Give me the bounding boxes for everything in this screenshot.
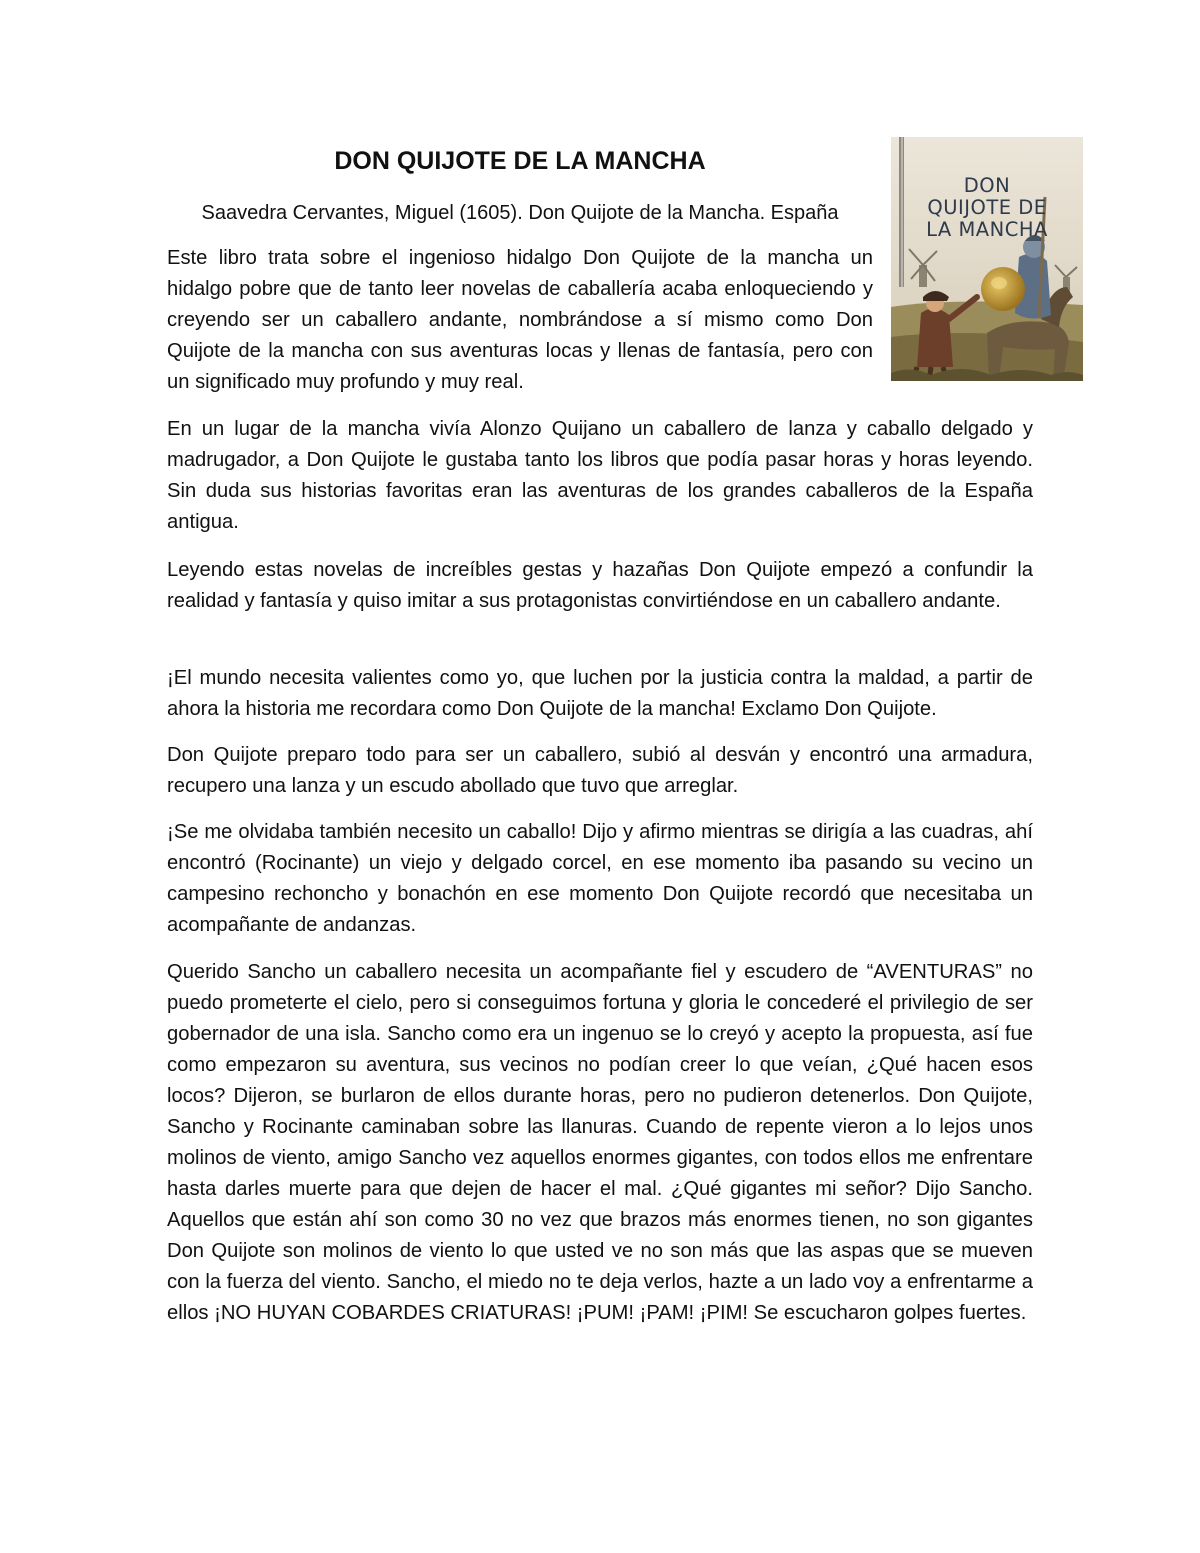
body-paragraph: Leyendo estas novelas de increíbles gestas y hazañas Don Quijote empezó a confundir la realidad y fantasía y quiso imitar a sus protagonistas convirtiéndose en un caballero andante. — [167, 559, 1033, 612]
body-paragraph: Don Quijote preparo todo para ser un caballero, subió al desván y encontró una armadura, recupero una lanza y un escudo abollado que tuvo que arreglar. — [167, 744, 1033, 797]
cover-title-line: DON — [963, 174, 1011, 197]
body-paragraph: Querido Sancho un caballero necesita un acompañante fiel y escudero de “AVENTURAS” no puedo prometerte el cielo, pero si conseguimos fortuna y gloria le concederé el privilegio de ser gobernador de una isla. Sancho como era un ingenuo se lo creyó y acepto la propuesta, así fue como empezaron su aventura, sus vecinos no podían creer lo que veían, ¿Qué hacen esos locos? Dijeron, se burlaron de ellos durante horas, pero no pudieron detenerlos. Don Quijote, Sancho y Rocinante caminaban sobre las llanuras. Cuando de repente vieron a lo lejos unos molinos de viento, amigo Sancho vez aquellos enormes gigantes, con todos ellos me enfrentare hasta darles muerte para que dejen de hacer el mal. ¿Qué gigantes mi señor? Dijo Sancho. Aquellos que están ahí son como 30 no vez que brazos más enormes tienen, no son gigantes Don Quijote son molinos de viento lo que usted ve no son más que las aspas que se mueven con la fuerza del viento. Sancho, el miedo no te deja verlos, hazte a un lado voy a enfrentarme a ellos ¡NO HUYAN COBARDES CRIATURAS! ¡PUM! ¡PAM! ¡PIM! Se escucharon golpes fuertes. — [167, 961, 1033, 1324]
cover-title-line: LA MANCHA — [926, 218, 1048, 241]
document-title: DON QUIJOTE DE LA MANCHA — [334, 147, 706, 175]
book-cover-image — [891, 137, 1083, 381]
body-paragraph: ¡El mundo necesita valientes como yo, que luchen por la justicia contra la maldad, a partir de ahora la historia me recordara como Don Quijote de la mancha! Exclamo Don Quijote. — [167, 667, 1033, 720]
cover-title — [891, 175, 1083, 241]
body-paragraph: ¡Se me olvidaba también necesito un caballo! Dijo y afirmo mientras se dirigía a las cuadras, ahí encontró (Rocinante) un viejo y delgado corcel, en ese momento iba pasando su vecino un campesino rechoncho y bonachón en ese momento Don Quijote recordó que necesitaba un acompañante de andanzas. — [167, 821, 1033, 936]
bibliographic-citation: Saavedra Cervantes, Miguel (1605). Don Quijote de la Mancha. España — [201, 202, 839, 224]
intro-paragraph: Este libro trata sobre el ingenioso hidalgo Don Quijote de la mancha un hidalgo pobre que de tanto leer novelas de caballería acaba enloqueciendo y creyendo ser un caballero andante, nombrándose a sí mismo como Don Quijote de la mancha con sus aventuras locas y llenas de fantasía, pero con un significado muy profundo y muy real. — [167, 247, 873, 393]
body-paragraph: En un lugar de la mancha vivía Alonzo Quijano un caballero de lanza y caballo delgado y madrugador, a Don Quijote le gustaba tanto los libros que podía pasar horas y horas leyendo. Sin duda sus historias favoritas eran las aventuras de los grandes caballeros de la España antigua. — [167, 418, 1033, 533]
cover-title-line: QUIJOTE DE — [927, 196, 1047, 219]
